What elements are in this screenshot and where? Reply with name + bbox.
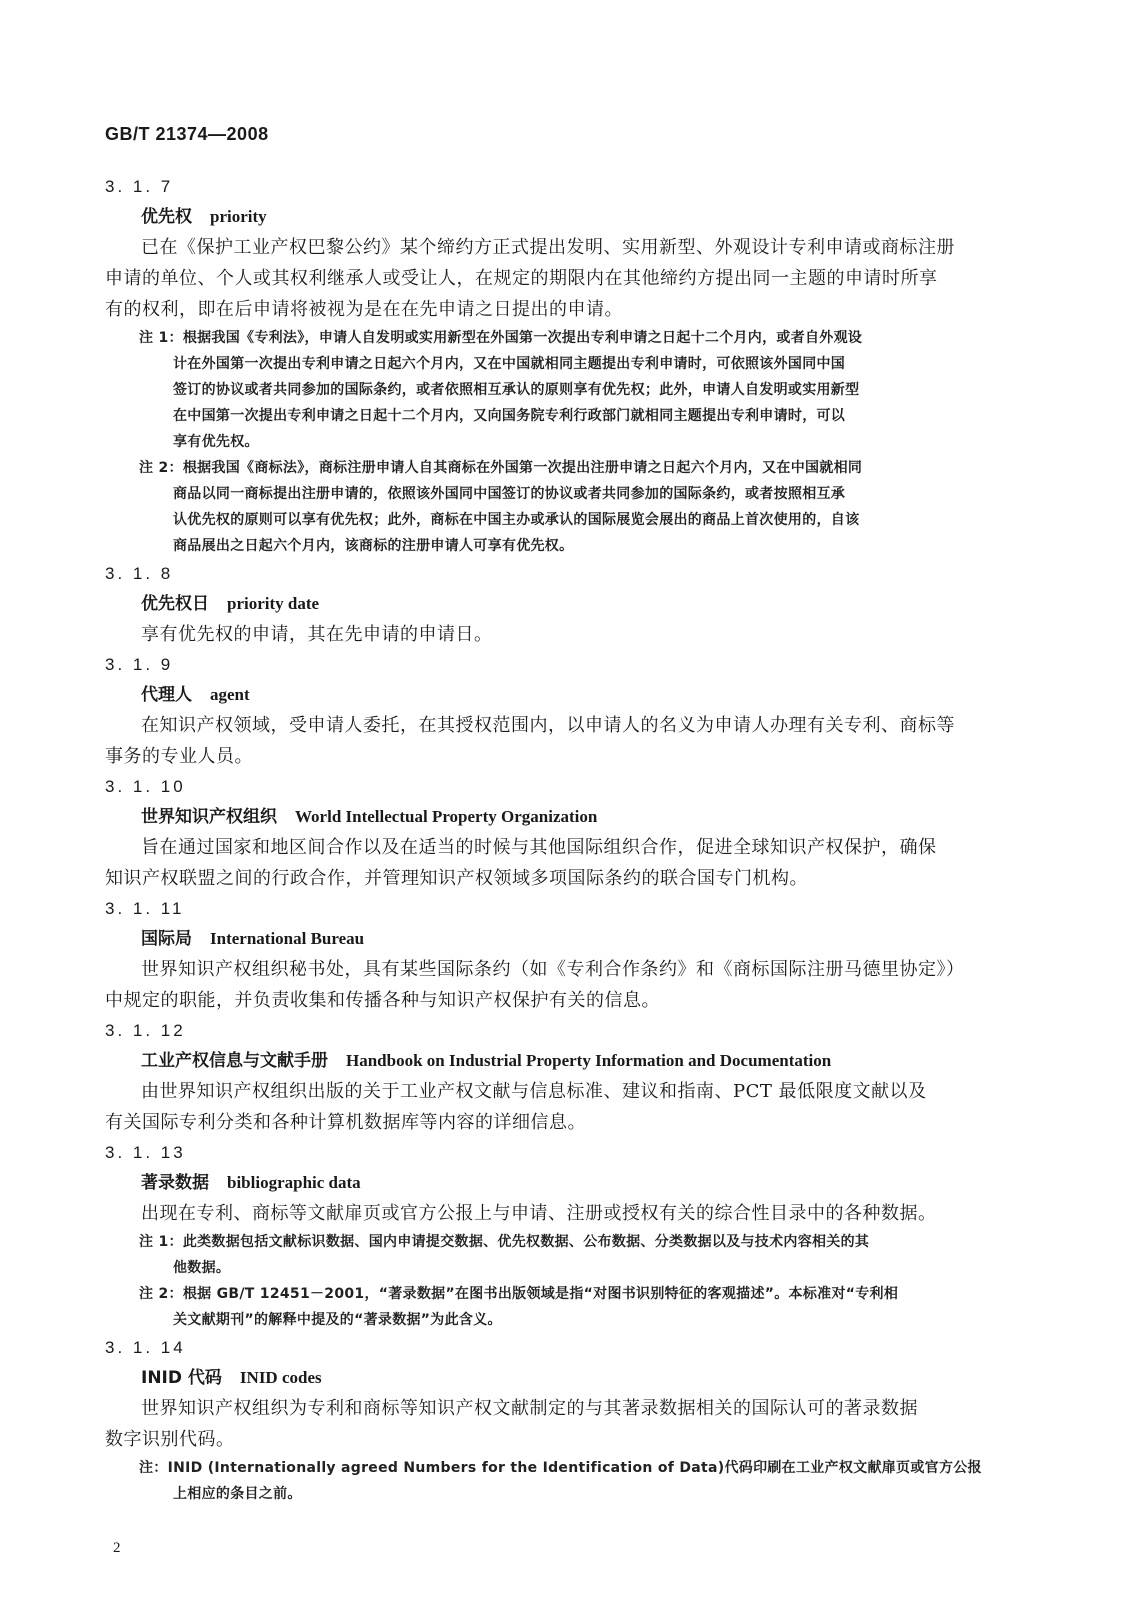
term-entry — [105, 1016, 1005, 1138]
page-number: 2 — [113, 1540, 121, 1556]
term-definition — [105, 710, 1005, 772]
clause-number: 3. 1. 8 — [105, 564, 174, 583]
term-chinese: 著录数据 — [141, 1173, 209, 1193]
note-line: 计在外国第一次提出专利申请之日起六个月内，又在中国就相同主题提出专利申请时，可依照该外国同中国 — [173, 356, 846, 372]
term-definition — [105, 1393, 1005, 1455]
definition-line: 由世界知识产权组织出版的关于工业产权文献与信息标准、建议和指南、PCT 最低限度文献以及 — [141, 1081, 927, 1102]
term-english: agent — [210, 685, 250, 704]
term-chinese: 优先权 — [141, 207, 192, 227]
term-entry — [105, 559, 1005, 650]
definition-line: 有的权利，即在后申请将被视为是在在先申请之日提出的申请。 — [105, 299, 623, 320]
term-definition — [105, 1076, 1005, 1138]
definition-line: 享有优先权的申请，其在先申请的申请日。 — [141, 624, 493, 645]
term-definition — [105, 832, 1005, 894]
note-line: 商品以同一商标提出注册申请的，依照该外国同中国签订的协议或者共同参加的国际条约，或者按照相互承 — [173, 486, 846, 502]
term-heading — [141, 202, 1005, 232]
definition-line: 出现在专利、商标等文献扉页或官方公报上与申请、注册或授权有关的综合性目录中的各种数据。 — [141, 1203, 937, 1224]
clause-number: 3. 1. 7 — [105, 177, 174, 196]
note-line: 注 2：根据 GB/T 12451－2001，“著录数据”在图书出版领域是指“对图书识别特征的客观描述”。本标准对“专利相 — [139, 1286, 899, 1302]
term-heading — [141, 1363, 1005, 1393]
term-definition — [141, 619, 1005, 650]
term-english: Handbook on Industrial Property Information and Documentation — [346, 1051, 832, 1070]
term-chinese: 国际局 — [141, 929, 192, 949]
definition-line: 已在《保护工业产权巴黎公约》某个缔约方正式提出发明、实用新型、外观设计专利申请或商标注册 — [141, 237, 955, 258]
clause-number: 3. 1. 9 — [105, 655, 174, 674]
note-line: 在中国第一次提出专利申请之日起十二个月内，又向国务院专利行政部门就相同主题提出专利申请时，可以 — [173, 408, 846, 424]
term-note — [139, 455, 1005, 559]
definition-line: 世界知识产权组织为专利和商标等知识产权文献制定的与其著录数据相关的国际认可的著录数据 — [141, 1398, 918, 1419]
term-heading — [141, 589, 1005, 619]
term-entry — [105, 772, 1005, 894]
term-definition — [105, 954, 1005, 1016]
definition-line: 申请的单位、个人或其权利继承人或受让人，在规定的期限内在其他缔约方提出同一主题的申请时所享 — [105, 268, 938, 289]
note-line: 注 1：此类数据包括文献标识数据、国内申请提交数据、优先权数据、公布数据、分类数据以及与技术内容相关的其 — [139, 1234, 870, 1250]
term-entry — [105, 650, 1005, 772]
term-english: bibliographic data — [227, 1173, 361, 1192]
note-line: 享有优先权。 — [173, 434, 259, 450]
definition-line: 在知识产权领域，受申请人委托，在其授权范围内，以申请人的名义为申请人办理有关专利、商标等 — [141, 715, 955, 736]
term-note — [139, 1455, 1005, 1507]
term-chinese: 工业产权信息与文献手册 — [141, 1051, 328, 1071]
term-chinese: 世界知识产权组织 — [141, 807, 277, 827]
term-definition — [105, 232, 1005, 325]
term-english: priority date — [227, 594, 320, 613]
term-heading — [141, 1046, 1005, 1076]
document-body — [105, 172, 1005, 1507]
clause-number: 3. 1. 14 — [105, 1338, 186, 1357]
clause-number: 3. 1. 13 — [105, 1143, 186, 1162]
definition-line: 有关国际专利分类和各种计算机数据库等内容的详细信息。 — [105, 1112, 586, 1133]
clause-number: 3. 1. 11 — [105, 899, 185, 918]
definition-line: 世界知识产权组织秘书处，具有某些国际条约（如《专利合作条约》和《商标国际注册马德里协定》） — [141, 959, 965, 980]
note-line: 注 1：根据我国《专利法》，申请人自发明或实用新型在外国第一次提出专利申请之日起十二个月内，或者自外观设 — [139, 330, 863, 346]
definition-line: 旨在通过国家和地区间合作以及在适当的时候与其他国际组织合作，促进全球知识产权保护，确保 — [141, 837, 937, 858]
note-line: 注：INID (Internationally agreed Numbers for the Identification of Data)代码印刷在工业产权文献扉页或官方公报 — [139, 1460, 982, 1476]
note-line: 他数据。 — [173, 1260, 231, 1276]
note-line: 注 2：根据我国《商标法》，商标注册申请人自其商标在外国第一次提出注册申请之日起六个月内，又在中国就相同 — [139, 460, 863, 476]
clause-number: 3. 1. 10 — [105, 777, 186, 796]
term-entry — [105, 1138, 1005, 1333]
definition-line: 知识产权联盟之间的行政合作，并管理知识产权领域多项国际条约的联合国专门机构。 — [105, 868, 808, 889]
term-chinese: 优先权日 — [141, 594, 209, 614]
term-note — [139, 325, 1005, 455]
term-chinese: INID 代码 — [141, 1368, 222, 1388]
definition-line: 中规定的职能，并负责收集和传播各种与知识产权保护有关的信息。 — [105, 990, 660, 1011]
term-heading — [141, 1168, 1005, 1198]
term-note — [139, 1281, 1005, 1333]
note-line: 关文献期刊”的解释中提及的“著录数据”为此含义。 — [173, 1312, 502, 1328]
term-english: priority — [210, 207, 267, 226]
term-entry — [105, 894, 1005, 1016]
term-entry — [105, 172, 1005, 559]
note-line: 商品展出之日起六个月内，该商标的注册申请人可享有优先权。 — [173, 538, 574, 554]
term-heading — [141, 924, 1005, 954]
term-english: International Bureau — [210, 929, 365, 948]
term-chinese: 代理人 — [141, 685, 192, 705]
definition-line: 事务的专业人员。 — [105, 746, 253, 767]
term-english: INID codes — [239, 1368, 322, 1387]
term-definition — [141, 1198, 1005, 1229]
note-line: 认优先权的原则可以享有优先权；此外，商标在中国主办或承认的国际展览会展出的商品上首次使用的，自该 — [173, 512, 860, 528]
term-heading — [141, 802, 1005, 832]
term-heading — [141, 680, 1005, 710]
definition-line: 数字识别代码。 — [105, 1429, 235, 1450]
term-note — [139, 1229, 1005, 1281]
term-entry — [105, 1333, 1005, 1507]
standard-code: GB/T 21374—2008 — [105, 124, 269, 144]
note-line: 签订的协议或者共同参加的国际条约，或者依照相互承认的原则享有优先权；此外，申请人自发明或实用新型 — [173, 382, 860, 398]
term-english: World Intellectual Property Organization — [295, 807, 598, 826]
clause-number: 3. 1. 12 — [105, 1021, 186, 1040]
note-line: 上相应的条目之前。 — [173, 1486, 302, 1502]
